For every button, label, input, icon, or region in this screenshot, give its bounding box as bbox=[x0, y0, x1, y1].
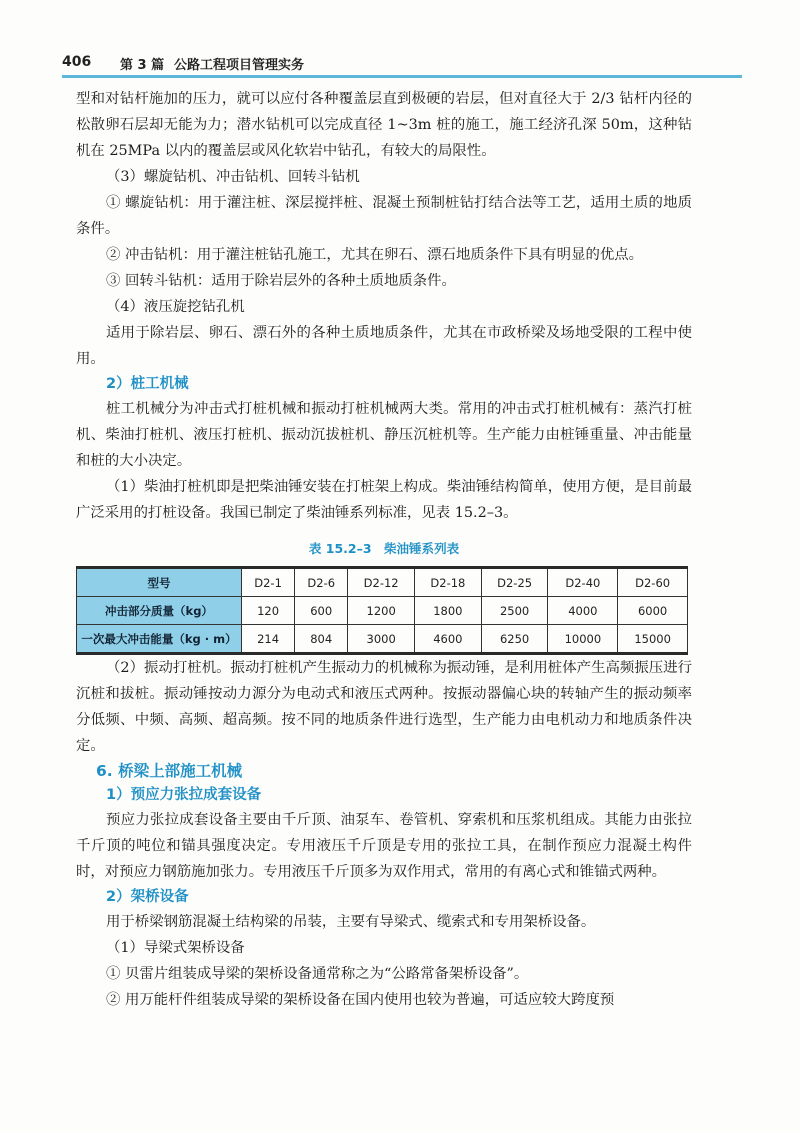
table-row bbox=[77, 625, 688, 654]
paragraph: （1）柴油打桩机即是把柴油锤安装在打桩架上构成。柴油锤结构简单，使用方便，是目前最广泛采用的打桩设备。我国已制定了柴油锤系列标准，见表 15.2–3。 bbox=[76, 479, 692, 521]
table-cell: D2-12 bbox=[348, 568, 415, 597]
table-cell: 120 bbox=[242, 597, 295, 625]
table-cell: D2-1 bbox=[242, 568, 295, 597]
diesel-hammer-table bbox=[76, 566, 688, 655]
chapter-label: 第 3 篇 bbox=[120, 58, 165, 73]
table-cell: 15000 bbox=[618, 625, 688, 654]
table-caption: 表 15.2–3 柴油锤系列表 bbox=[308, 541, 460, 556]
table-cell: D2-18 bbox=[415, 568, 482, 597]
list-heading: （1）导梁式架桥设备 bbox=[106, 940, 245, 956]
table-row-label: 一次最大冲击能量（kg · m） bbox=[77, 625, 242, 654]
list-heading: （3）螺旋钻机、冲击钻机、回转斗钻机 bbox=[106, 169, 360, 185]
table-cell: D2-40 bbox=[548, 568, 618, 597]
table-cell: 1200 bbox=[348, 597, 415, 625]
paragraph: ① 螺旋钻机：用于灌注桩、深层搅拌桩、混凝土预制桩钻打结合法等工艺，适用土质的地质条件。 bbox=[76, 195, 692, 237]
table-cell: 1800 bbox=[415, 597, 482, 625]
table-cell: 10000 bbox=[548, 625, 618, 654]
table-header-row bbox=[77, 568, 688, 597]
page-body bbox=[76, 86, 692, 1013]
paragraph: ① 贝雷片组装成导梁的架桥设备通常称之为“公路常备架桥设备”。 bbox=[106, 966, 529, 982]
list-heading: （4）液压旋挖钻孔机 bbox=[106, 299, 245, 315]
table-cell: 6000 bbox=[618, 597, 688, 625]
section-heading-prestress: 1）预应力张拉成套设备 bbox=[106, 787, 262, 803]
paragraph: 桩工机械分为冲击式打桩机械和振动打桩机械两大类。常用的冲击式打桩机械有：蒸汽打桩机、柴油打桩机、液压打桩机、振动沉拔桩机、静压沉桩机等。生产能力由桩锤重量、冲击能量和桩的大小决定。 bbox=[76, 401, 692, 469]
table-cell: 6250 bbox=[481, 625, 548, 654]
table-cell: D2-25 bbox=[481, 568, 548, 597]
paragraph: ② 用万能杆件组装成导梁的架桥设备在国内使用也较为普遍，可适应较大跨度预 bbox=[106, 992, 615, 1008]
table-row-label: 型号 bbox=[77, 568, 242, 597]
table-cell: 3000 bbox=[348, 625, 415, 654]
page-header bbox=[62, 52, 742, 76]
paragraph: 用于桥梁钢筋混凝土结构梁的吊装，主要有导梁式、缆索式和专用架桥设备。 bbox=[106, 914, 596, 930]
header-rule bbox=[62, 75, 742, 78]
paragraph: 型和对钻杆施加的压力，就可以应付各种覆盖层直到极硬的岩层，但对直径大于 2/3 钻杆内径的松散卵石层却无能为力；潜水钻机可以完成直径 1~3m 桩的施工，施工经济孔深 50m，这种钻机在 25MPa 以内的覆盖层或风化软岩中钻孔，有较大的局限性。 bbox=[76, 91, 692, 159]
paragraph: 适用于除岩层、卵石、漂石外的各种土质地质条件，尤其在市政桥梁及场地受限的工程中使用。 bbox=[76, 325, 692, 367]
table-row-label: 冲击部分质量（kg） bbox=[77, 597, 242, 625]
chapter-title: 公路工程项目管理实务 bbox=[174, 58, 305, 73]
paragraph: ② 冲击钻机：用于灌注桩钻孔施工，尤其在卵石、漂石地质条件下具有明显的优点。 bbox=[106, 247, 644, 263]
table-cell: 4600 bbox=[415, 625, 482, 654]
section-heading-bridge: 6. 桥梁上部施工机械 bbox=[96, 762, 243, 780]
table-cell: 600 bbox=[295, 597, 348, 625]
table-cell: D2-6 bbox=[295, 568, 348, 597]
table-cell: 804 bbox=[295, 625, 348, 654]
table-cell: 2500 bbox=[481, 597, 548, 625]
table-cell: 214 bbox=[242, 625, 295, 654]
paragraph: ③ 回转斗钻机：适用于除岩层外的各种土质地质条件。 bbox=[106, 273, 456, 289]
paragraph: 预应力张拉成套设备主要由千斤顶、油泵车、卷管机、穿索机和压浆机组成。其能力由张拉千斤顶的吨位和锚具强度决定。专用液压千斤顶是专用的张拉工具，在制作预应力混凝土构件时，对预应力钢筋施加张力。专用液压千斤顶多为双作用式，常用的有离心式和锥锚式两种。 bbox=[76, 812, 692, 880]
section-heading-pile: 2）桩工机械 bbox=[106, 376, 189, 392]
page-number: 406 bbox=[62, 54, 92, 70]
section-heading-erect: 2）架桥设备 bbox=[106, 889, 189, 905]
paragraph: （2）振动打桩机。振动打桩机产生振动力的机械称为振动锤，是利用桩体产生高频振压进行沉桩和拔桩。振动锤按动力源分为电动式和液压式两种。按振动器偏心块的转轴产生的振动频率分低频、中频、高频、超高频。按不同的地质条件进行选型，生产能力由电机动力和地质条件决定。 bbox=[76, 660, 692, 754]
table-cell: 4000 bbox=[548, 597, 618, 625]
table-cell: D2-60 bbox=[618, 568, 688, 597]
table-row bbox=[77, 597, 688, 625]
